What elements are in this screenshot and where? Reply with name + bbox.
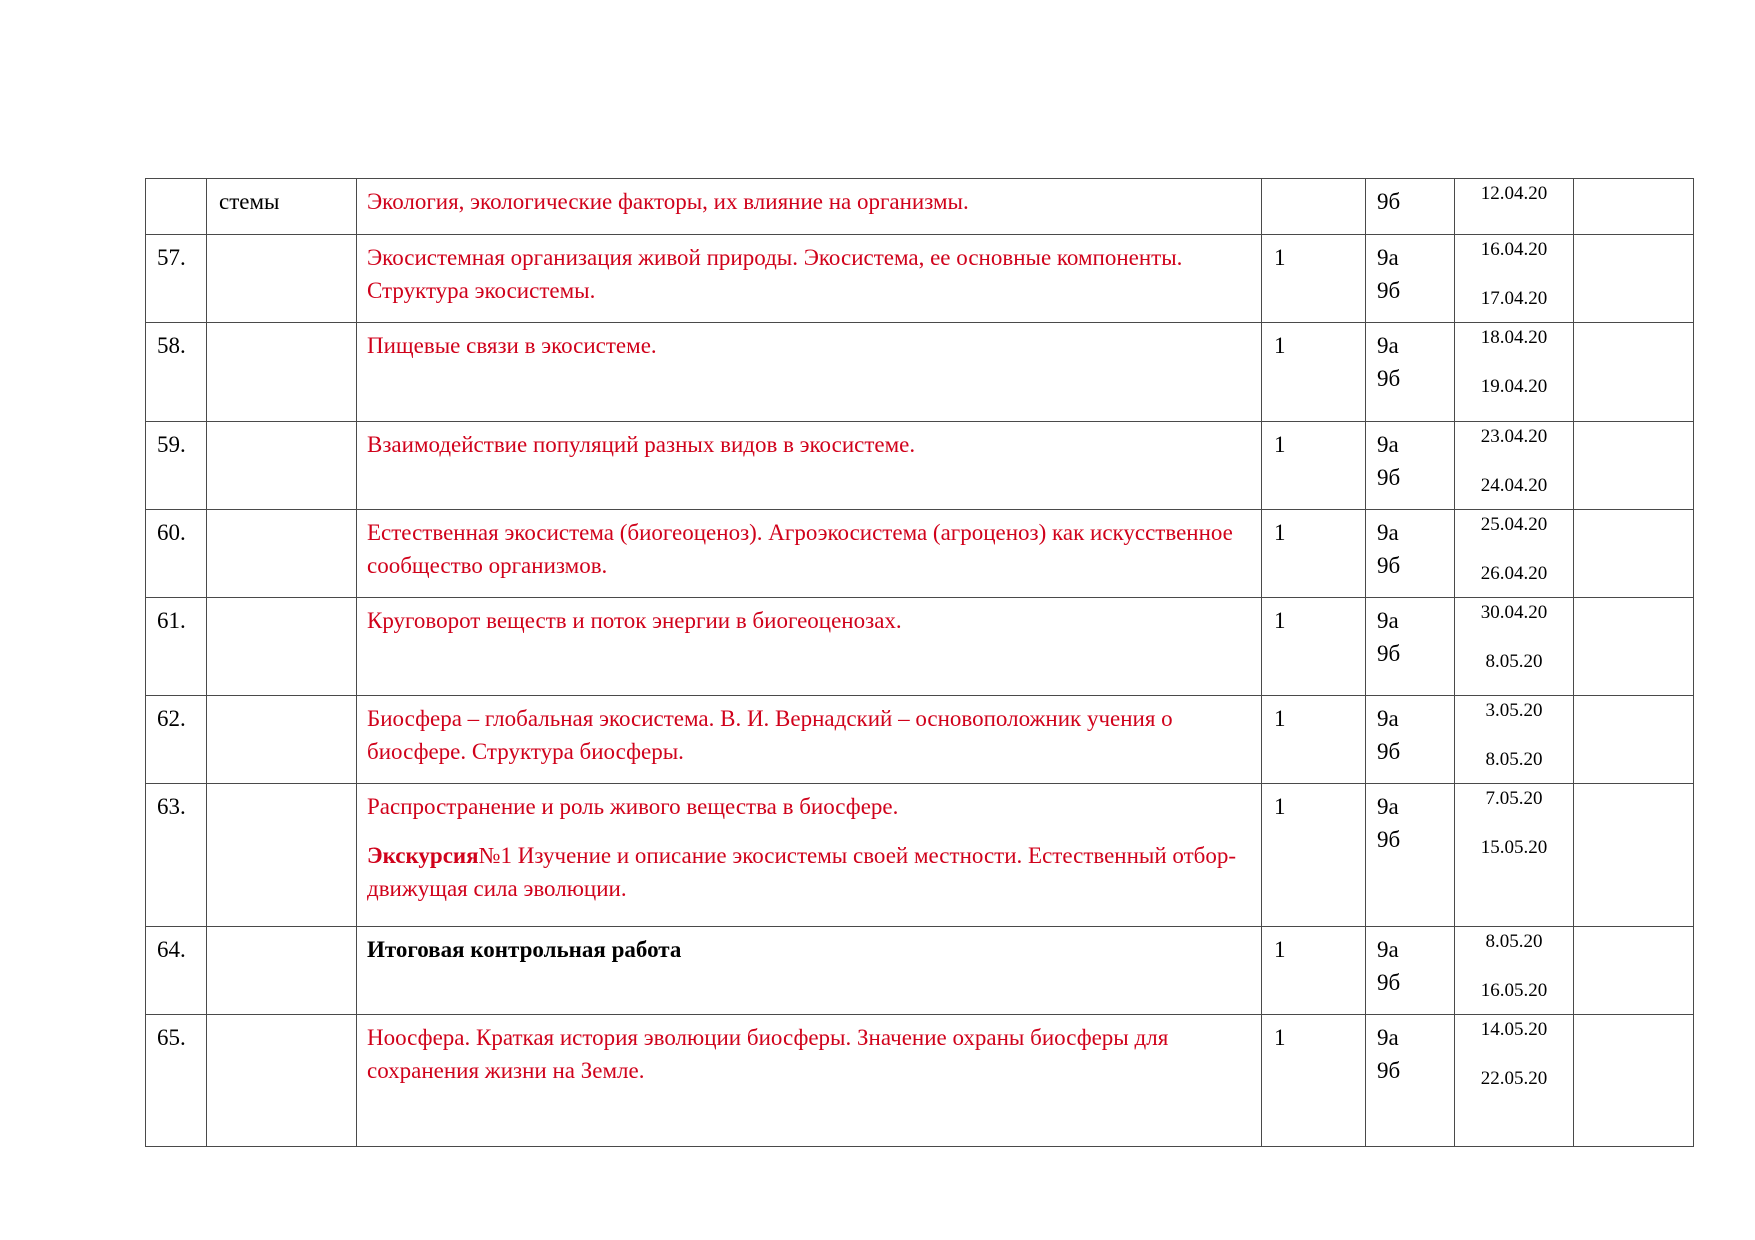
lesson-hours: 1 <box>1262 1015 1366 1147</box>
notes-cell <box>1574 323 1694 422</box>
notes-cell <box>1574 235 1694 323</box>
section-name <box>207 784 357 927</box>
date-label: 22.05.20 <box>1480 1068 1548 1089</box>
date-label: 23.04.20 <box>1480 426 1548 447</box>
table-row <box>146 784 1694 927</box>
class-label: 9б <box>1377 465 1401 490</box>
class-label: 9б <box>1377 970 1401 995</box>
class-label: 9б <box>1377 366 1401 391</box>
lesson-number: 59. <box>146 422 207 510</box>
notes-cell <box>1574 784 1694 927</box>
lesson-number: 64. <box>146 927 207 1015</box>
date-label: 15.05.20 <box>1480 837 1548 858</box>
lesson-dates <box>1455 927 1574 1015</box>
date-label: 12.04.20 <box>1480 183 1548 204</box>
lesson-dates <box>1455 784 1574 927</box>
class-label: 9а <box>1377 245 1399 270</box>
notes-cell <box>1574 510 1694 598</box>
lesson-topic: Итоговая контрольная работа <box>357 927 1262 1015</box>
class-label: 9б <box>1377 827 1401 852</box>
lesson-hours: 1 <box>1262 235 1366 323</box>
class-label: 9а <box>1377 794 1399 819</box>
lesson-classes <box>1366 422 1455 510</box>
lesson-number <box>146 179 207 235</box>
notes-cell <box>1574 696 1694 784</box>
lesson-dates <box>1455 598 1574 696</box>
lesson-number: 57. <box>146 235 207 323</box>
class-label: 9б <box>1377 278 1401 303</box>
excursion-label: Экскурсия <box>367 843 479 868</box>
table-row <box>146 927 1694 1015</box>
lesson-dates <box>1455 696 1574 784</box>
class-label: 9а <box>1377 1025 1399 1050</box>
class-label: 9а <box>1377 608 1399 633</box>
lesson-plan-table <box>145 178 1694 1147</box>
date-label: 8.05.20 <box>1485 651 1543 672</box>
section-name <box>207 696 357 784</box>
lesson-hours: 1 <box>1262 927 1366 1015</box>
lesson-classes <box>1366 179 1455 235</box>
lesson-dates <box>1455 510 1574 598</box>
section-name <box>207 323 357 422</box>
date-label: 17.04.20 <box>1480 288 1548 309</box>
date-label: 18.04.20 <box>1480 327 1548 348</box>
table-row <box>146 179 1694 235</box>
section-name <box>207 1015 357 1147</box>
date-label: 24.04.20 <box>1480 475 1548 496</box>
lesson-classes <box>1366 598 1455 696</box>
lesson-classes <box>1366 927 1455 1015</box>
lesson-number: 58. <box>146 323 207 422</box>
excursion-paragraph <box>367 839 1249 905</box>
class-label: 9б <box>1377 553 1401 578</box>
lesson-number: 65. <box>146 1015 207 1147</box>
lesson-dates <box>1455 422 1574 510</box>
excursion-text: №1 Изучение и описание экосистемы своей местности. Естественный отбор-движущая сила эволюции. <box>367 843 1237 901</box>
notes-cell <box>1574 1015 1694 1147</box>
date-label: 7.05.20 <box>1485 788 1543 809</box>
date-label: 8.05.20 <box>1485 931 1543 952</box>
notes-cell <box>1574 927 1694 1015</box>
section-name <box>207 510 357 598</box>
lesson-topic: Ноосфера. Краткая история эволюции биосферы. Значение охраны биосферы для сохранения жизни на Земле. <box>357 1015 1262 1147</box>
lesson-classes <box>1366 510 1455 598</box>
lesson-topic: Биосфера – глобальная экосистема. В. И. Вернадский – основоположник учения о биосфере. Структура биосферы. <box>357 696 1262 784</box>
class-label: 9б <box>1377 1058 1401 1083</box>
notes-cell <box>1574 179 1694 235</box>
class-label: 9а <box>1377 432 1399 457</box>
class-label: 9а <box>1377 937 1399 962</box>
lesson-topic: Экология, экологические факторы, их влияние на организмы. <box>357 179 1262 235</box>
table-row <box>146 235 1694 323</box>
date-label: 25.04.20 <box>1480 514 1548 535</box>
lesson-classes <box>1366 696 1455 784</box>
lesson-hours: 1 <box>1262 696 1366 784</box>
lesson-topic: Естественная экосистема (биогеоценоз). Агроэкосистема (агроценоз) как искусственное сообщество организмов. <box>357 510 1262 598</box>
notes-cell <box>1574 422 1694 510</box>
lesson-hours: 1 <box>1262 784 1366 927</box>
lesson-dates <box>1455 323 1574 422</box>
date-label: 8.05.20 <box>1485 749 1543 770</box>
table-row <box>146 323 1694 422</box>
class-label: 9б <box>1377 189 1401 214</box>
lesson-number: 61. <box>146 598 207 696</box>
lesson-hours <box>1262 179 1366 235</box>
lesson-hours: 1 <box>1262 323 1366 422</box>
date-label: 3.05.20 <box>1485 700 1543 721</box>
lesson-topic-line: Распространение и роль живого вещества в биосфере. <box>367 794 899 819</box>
lesson-topic: Пищевые связи в экосистеме. <box>357 323 1262 422</box>
lesson-number: 63. <box>146 784 207 927</box>
lesson-hours: 1 <box>1262 422 1366 510</box>
lesson-topic <box>357 784 1262 927</box>
notes-cell <box>1574 598 1694 696</box>
class-label: 9б <box>1377 641 1401 666</box>
lesson-topic: Взаимодействие популяций разных видов в экосистеме. <box>357 422 1262 510</box>
lesson-dates <box>1455 179 1574 235</box>
lesson-topic: Экосистемная организация живой природы. Экосистема, ее основные компоненты. Структура экосистемы. <box>357 235 1262 323</box>
class-label: 9а <box>1377 706 1399 731</box>
table-row <box>146 1015 1694 1147</box>
lesson-dates <box>1455 1015 1574 1147</box>
section-name <box>207 598 357 696</box>
lesson-dates <box>1455 235 1574 323</box>
lesson-classes <box>1366 235 1455 323</box>
table-row <box>146 598 1694 696</box>
lesson-topic: Круговорот веществ и поток энергии в биогеоценозах. <box>357 598 1262 696</box>
table-row <box>146 510 1694 598</box>
class-label: 9б <box>1377 739 1401 764</box>
section-name <box>207 235 357 323</box>
date-label: 30.04.20 <box>1480 602 1548 623</box>
lesson-hours: 1 <box>1262 510 1366 598</box>
class-label: 9а <box>1377 333 1399 358</box>
date-label: 19.04.20 <box>1480 376 1548 397</box>
lesson-classes <box>1366 784 1455 927</box>
section-name <box>207 422 357 510</box>
lesson-number: 62. <box>146 696 207 784</box>
lesson-hours: 1 <box>1262 598 1366 696</box>
class-label: 9а <box>1377 520 1399 545</box>
lesson-classes <box>1366 323 1455 422</box>
date-label: 26.04.20 <box>1480 563 1548 584</box>
lesson-classes <box>1366 1015 1455 1147</box>
date-label: 14.05.20 <box>1480 1019 1548 1040</box>
date-label: 16.05.20 <box>1480 980 1548 1001</box>
date-label: 16.04.20 <box>1480 239 1548 260</box>
table-row <box>146 422 1694 510</box>
section-name: стемы <box>207 179 357 235</box>
section-name <box>207 927 357 1015</box>
lesson-number: 60. <box>146 510 207 598</box>
table-row <box>146 696 1694 784</box>
